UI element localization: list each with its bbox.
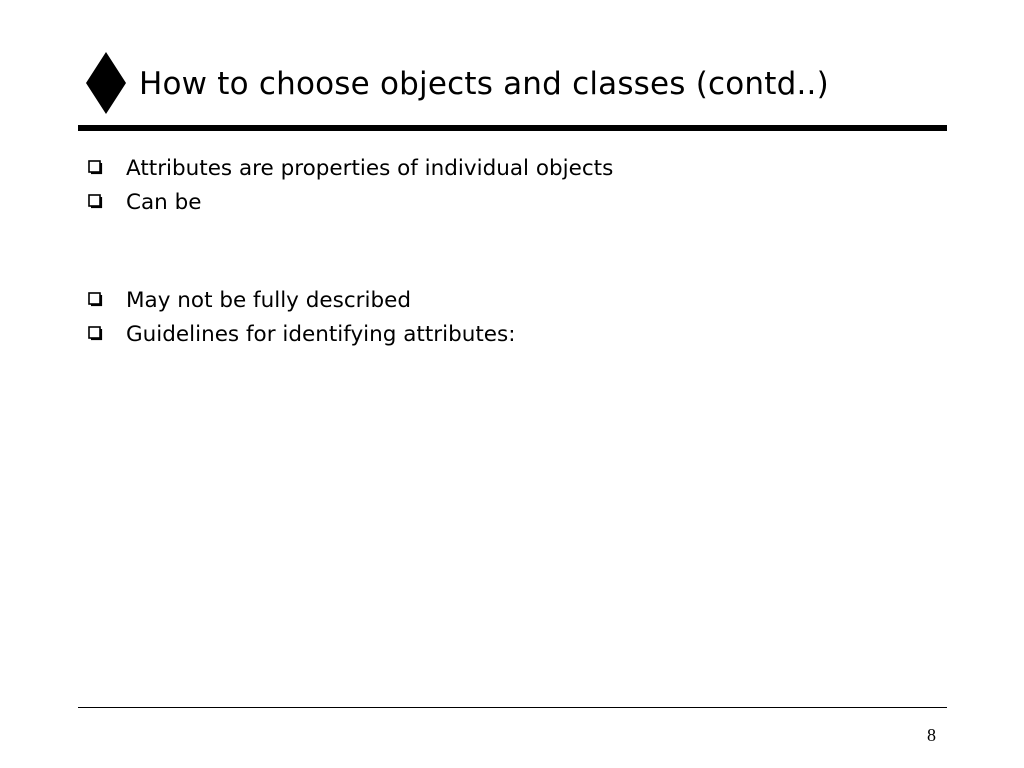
hollow-square-bullet-icon [88,292,103,307]
slide-title: How to choose objects and classes (contd..) [139,66,829,102]
diamond-icon [86,52,126,114]
bullet-text: May not be fully described [126,288,411,313]
bullet-text: Guidelines for identifying attributes: [126,322,516,347]
hollow-square-bullet-icon [88,160,103,175]
title-divider [78,125,947,131]
hollow-square-bullet-icon [88,326,103,341]
footer-divider [78,707,947,708]
hollow-square-bullet-icon [88,194,103,209]
bullet-text: Can be [126,190,202,215]
page-number: 8 [927,725,936,745]
bullet-text: Attributes are properties of individual objects [126,156,614,181]
